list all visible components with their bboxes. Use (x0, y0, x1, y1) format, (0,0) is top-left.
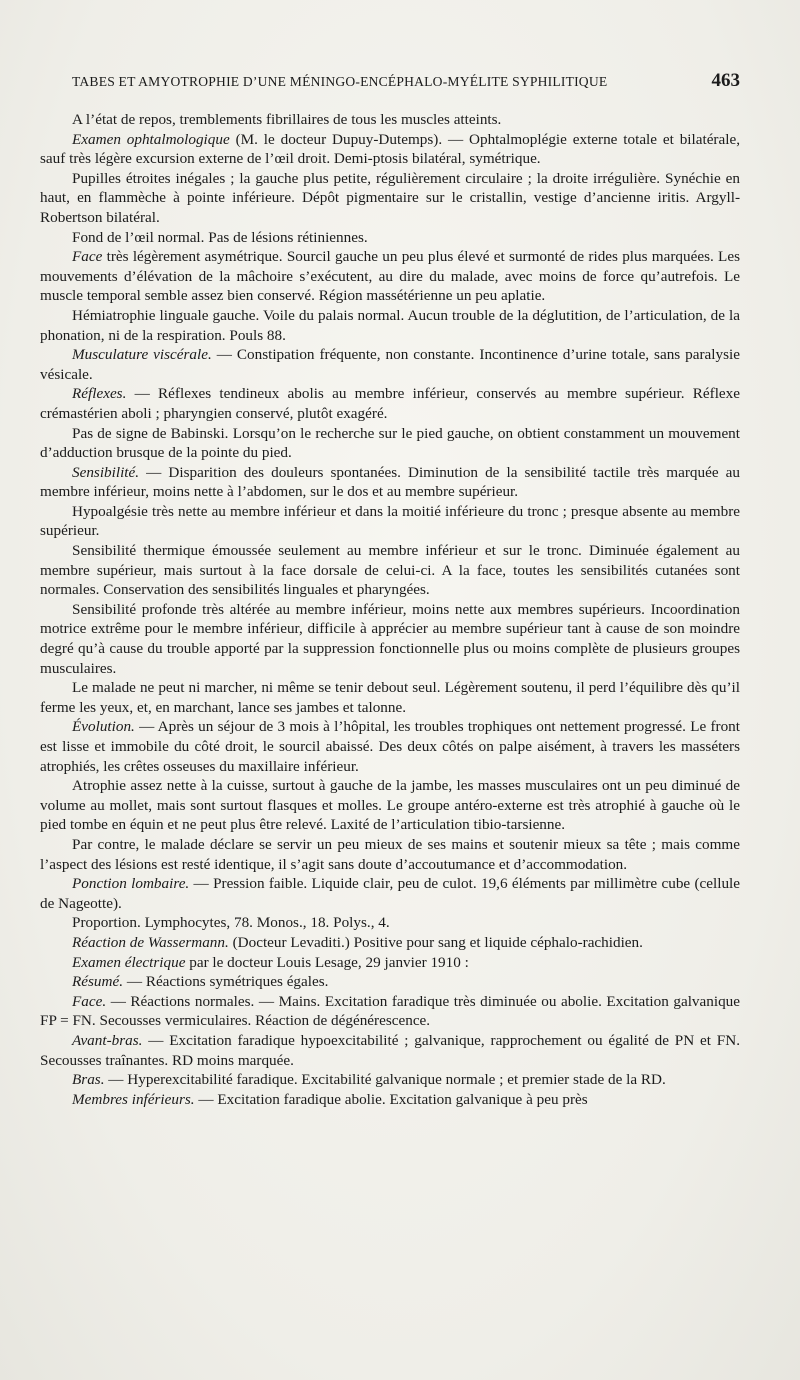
paragraph-text: très légèrement asymétrique. Sourcil gauche un peu plus élevé et surmonté de rides plus marquées. Les mouvements d’élévation de la mâchoire s’exécutent, au dire du malade, avec moins de force qu’autrefois. Le muscle temporal semble assez bien conservé. Région massétérienne un peu aplatie. (40, 248, 740, 305)
paragraph (40, 933, 740, 953)
paragraph-lead: Examen électrique (72, 953, 186, 971)
paragraph-text: Hémiatrophie linguale gauche. Voile du palais normal. Aucun trouble de la déglutition, de l’articulation, de la phonation, ni de la respiration. Pouls 88. (40, 306, 740, 344)
paragraph-text: — Réactions symétriques égales. (123, 973, 329, 991)
paragraph-text: Sensibilité thermique émoussée seulement au membre inférieur et sur le tronc. Diminuée également au membre supérieur, mais surtout à la face dorsale de celui-ci. A la face, toutes les sensibilités cutanées sont normales. Conservation des sensibilités linguales et pharyngées. (40, 542, 740, 599)
paragraph-text: Atrophie assez nette à la cuisse, surtout à gauche de la jambe, les masses musculaires ont un peu diminué de volume au mollet, mais sont surtout flasques et molles. Le groupe antéro-externe est très atrophié à gauche où le pied tombe en équin et ne peut plus être relevé. Laxité de l’articulation tibio-tarsienne. (40, 777, 740, 834)
paragraph-text: Sensibilité profonde très altérée au membre inférieur, moins nette aux membres supérieurs. Incoordination motrice extrême pour le membre inférieur, difficile à apprécier au membre supérieur tant à cause de son moindre degré qu’à cause du trouble apporté par la suppression fonctionnelle plus ou moins complète de plusieurs groupes musculaires. (40, 600, 740, 677)
paragraph-text: — Disparition des douleurs spontanées. Diminution de la sensibilité tactile très marquée au membre inférieur, moins nette à l’abdomen, sur le dos et au membre supérieur. (40, 463, 740, 501)
paragraph-text: Pupilles étroites inégales ; la gauche plus petite, régulièrement circulaire ; la droite irrégulière. Synéchie en haut, en flammèche à pointe inférieure. Dépôt pigmentaire sur le cristallin, vestige d’ancienne iritis. Argyll-Robertson bilatéral. (40, 169, 740, 226)
paragraph-text: (Docteur Levaditi.) Positive pour sang et liquide céphalo-rachidien. (228, 933, 643, 951)
paragraph (40, 463, 740, 502)
paragraph-text: — Excitation faradique abolie. Excitation galvanique à peu près (194, 1090, 588, 1108)
paragraph (40, 972, 740, 992)
paragraph (40, 600, 740, 678)
paragraph-text: — Constipation fréquente, non constante. Incontinence d’urine totale, sans paralysie vésicale. (40, 346, 740, 383)
paragraph-text: — Réflexes tendineux abolis au membre inférieur, conservés au membre supérieur. Réflexe crémastérien aboli ; pharyngien conservé, plutôt exagéré. (40, 385, 740, 422)
paragraph (40, 874, 740, 913)
paragraph (40, 1031, 740, 1070)
paragraph (40, 717, 740, 776)
paragraph (40, 130, 740, 169)
paragraph (40, 541, 740, 600)
paragraph-text: — Pression faible. Liquide clair, peu de culot. 19,6 éléments par millimètre cube (cellule de Nageotte). (40, 875, 741, 912)
running-title: TABES ET AMYOTROPHIE D’UNE MÉNINGO-ENCÉPHALO-MYÉLITE SYPHILITIQUE (72, 74, 608, 89)
paragraph (40, 384, 740, 423)
paragraph-lead: Face. (72, 992, 107, 1010)
page-header (72, 70, 740, 96)
paragraph (40, 228, 740, 248)
paragraph-text: — Hyperexcitabilité faradique. Excitabilité galvanique normale ; et premier stade de la RD. (104, 1071, 666, 1089)
paragraph (40, 776, 740, 835)
paragraph-lead: Ponction lombaire. (72, 875, 190, 893)
paragraph-text: Le malade ne peut ni marcher, ni même se tenir debout seul. Légèrement soutenu, il perd l’équilibre dès qu’il ferme les yeux, et, en marchant, lance ses jambes et talonne. (40, 679, 740, 716)
paragraph (40, 1070, 740, 1090)
paragraph-lead: Réflexes. (72, 385, 127, 403)
paragraph-text: Fond de l’œil normal. Pas de lésions rétiniennes. (72, 228, 368, 246)
paragraph-lead: Face (72, 248, 103, 266)
paragraph (40, 306, 740, 345)
paragraph-lead: Musculature viscérale. (72, 346, 212, 364)
paragraph-text: Hypoalgésie très nette au membre inférieur et dans la moitié inférieure du tronc ; presque absente au membre supérieur. (40, 502, 740, 540)
paragraph-text: Pas de signe de Babinski. Lorsqu’on le recherche sur le pied gauche, on obtient constamment un mouvement d’adduction brusque de la pointe du pied. (40, 424, 740, 462)
paragraph-lead: Bras. (72, 1071, 105, 1089)
paragraph-lead: Résumé. (72, 973, 124, 991)
paragraph (40, 169, 740, 228)
paragraph (40, 247, 740, 306)
paragraph-text: — Après un séjour de 3 mois à l’hôpital, les troubles trophiques ont nettement progressé. Le front est lisse et immobile du côté droit, le sourcil abaissé. Des deux côtés on palpe aisément, à travers les masséters atrophiés, les crêtes osseuses du maxillaire inférieur. (40, 718, 740, 775)
paragraph-lead: Examen ophtalmologique (72, 130, 230, 148)
paragraph-lead: Membres inférieurs. (72, 1090, 195, 1108)
paragraph (40, 502, 740, 541)
paragraph (40, 1090, 740, 1110)
paragraph (40, 913, 740, 933)
paragraph (40, 953, 740, 973)
paragraph-lead: Réaction de Wassermann. (72, 933, 229, 951)
paragraph-text: — Excitation faradique hypoexcitabilité ; galvanique, rapprochement ou égalité de PN et FN. Secousses traînantes. RD moins marquée. (40, 1031, 740, 1069)
paragraph (40, 345, 740, 384)
paragraph (40, 110, 740, 130)
paragraph-text: Par contre, le malade déclare se servir un peu mieux de ses mains et soutenir mieux sa tête ; mais comme l’aspect des lésions est resté identique, il s’agit sans doute d’accoutumance et d’accommodation. (40, 835, 740, 873)
paragraph-text: Proportion. Lymphocytes, 78. Monos., 18. Polys., 4. (72, 914, 390, 932)
paragraph (40, 678, 740, 717)
paragraph-lead: Évolution. (72, 718, 135, 736)
paragraph-lead: Sensibilité. (72, 463, 140, 481)
paragraph-text: (M. le docteur Dupuy-Dutemps). — Ophtalmoplégie externe totale et bilatérale, sauf très légère excursion externe de l’œil droit. Demi-ptosis bilatéral, symétrique. (40, 130, 740, 168)
paragraph-text: par le docteur Louis Lesage, 29 janvier 1910 : (185, 953, 469, 971)
paragraph-lead: Avant-bras. (72, 1031, 143, 1049)
page-body (40, 110, 740, 1109)
paragraph (40, 424, 740, 463)
paragraph-text: — Réactions normales. — Mains. Excitation faradique très diminuée ou abolie. Excitation galvanique FP = FN. Secousses vermiculaires. Réaction de dégénérescence. (40, 992, 740, 1030)
paragraph-text: A l’état de repos, tremblements fibrillaires de tous les muscles atteints. (72, 111, 502, 128)
paragraph (40, 835, 740, 874)
paragraph (40, 992, 740, 1031)
page-number: 463 (711, 70, 740, 91)
